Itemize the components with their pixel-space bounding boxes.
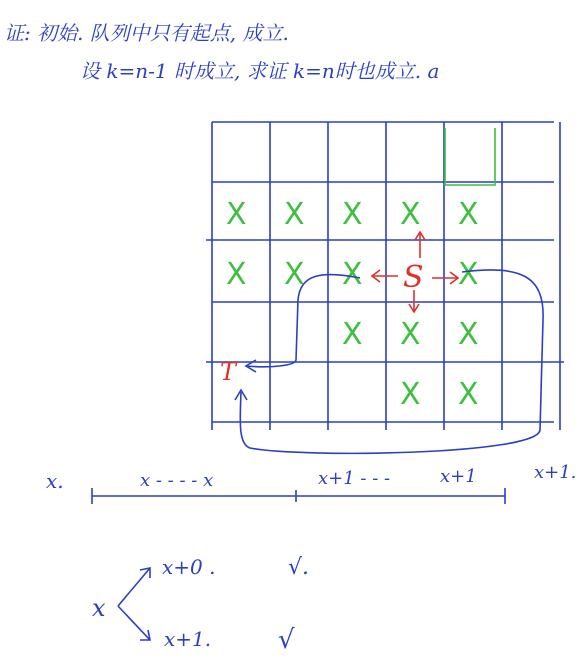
branch-top-check: √. <box>288 555 310 580</box>
numline-seg1: x - - - - x <box>140 470 214 491</box>
highlight-cell-outline <box>445 128 495 185</box>
numline-left-label: x. <box>46 469 64 493</box>
visited-cross: X <box>226 197 247 232</box>
visited-crosses <box>226 197 479 412</box>
visited-cross: X <box>284 257 305 292</box>
visited-cross: X <box>284 197 305 232</box>
target-label: T <box>220 358 237 386</box>
note-line-2: 设 k=n-1 时成立, 求证 k=n时也成立. a <box>80 59 440 83</box>
branch-root: x <box>92 594 106 622</box>
visited-cross: X <box>342 257 363 292</box>
visited-cross: X <box>458 257 479 292</box>
branch-top-label: x+0 . <box>162 555 216 579</box>
visited-cross: X <box>400 317 421 352</box>
branch-up-line <box>118 568 150 606</box>
numline-seg2: x+1 - - - <box>318 468 391 489</box>
branch-bottom-check: √ <box>278 625 295 655</box>
numline-seg3: x+1 <box>440 466 477 487</box>
note-line-1: 证: 初始. 队列中只有起点, 成立. <box>4 21 289 45</box>
branch-arrows <box>118 568 150 640</box>
numline-right-label: x+1. <box>534 462 577 483</box>
start-label: S <box>403 260 424 295</box>
visited-cross: X <box>226 257 247 292</box>
visited-cross: X <box>342 197 363 232</box>
visited-cross: X <box>458 317 479 352</box>
visited-cross: X <box>400 197 421 232</box>
visited-cross: X <box>458 377 479 412</box>
visited-cross: X <box>342 317 363 352</box>
visited-cross: X <box>458 197 479 232</box>
branch-bottom-label: x+1. <box>164 627 212 651</box>
visited-cross: X <box>400 377 421 412</box>
branch-down-line <box>118 606 150 640</box>
